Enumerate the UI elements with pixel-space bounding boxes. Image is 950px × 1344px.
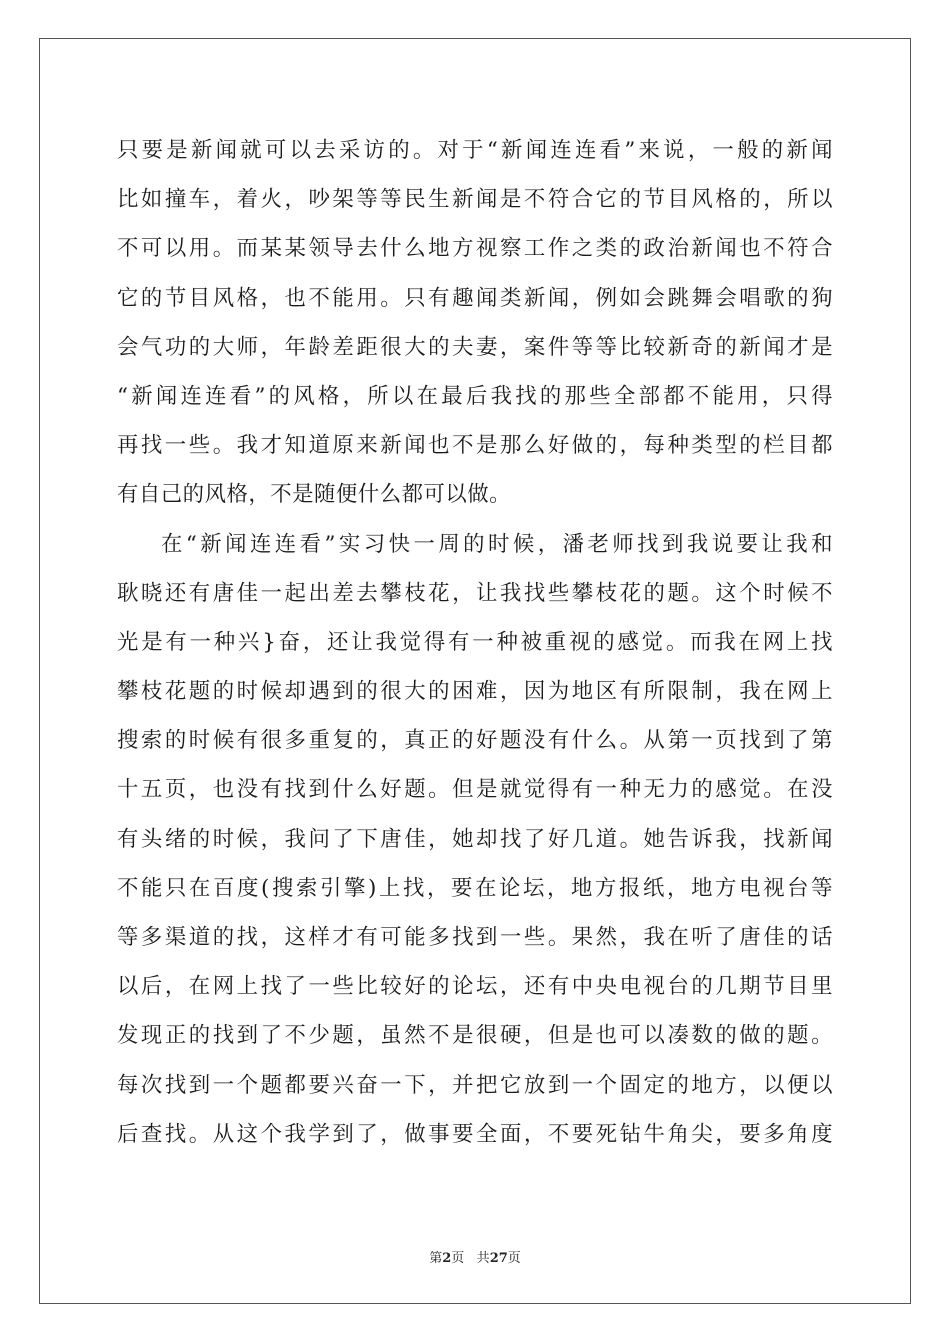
text-line: 发现正的找到了不少题，虽然不是很硬，但是也可以凑数的做的题。: [117, 1023, 833, 1049]
text-line: 十五页，也没有找到什么好题。但是就觉得有一种无力的感觉。在没: [117, 777, 833, 803]
footer-page-suffix: 页: [451, 1251, 465, 1266]
text-line: 它的节目风格，也不能用。只有趣闻类新闻，例如会跳舞会唱歌的狗: [117, 285, 833, 311]
footer-total-suffix: 页: [507, 1251, 521, 1266]
text-line: 耿晓还有唐佳一起出差去攀枝花，让我找些攀枝花的题。这个时候不: [117, 580, 833, 606]
text-line: 搜索的时候有很多重复的，真正的好题没有什么。从第一页找到了第: [117, 728, 833, 754]
total-pages-number: 27: [489, 1251, 508, 1266]
text-line: 在“新闻连连看”实习快一周的时候，潘老师找到我说要让我和: [161, 531, 833, 557]
page-footer: [0, 1247, 950, 1266]
text-line: 不可以用。而某某领导去什么地方视察工作之类的政治新闻也不符合: [117, 236, 833, 262]
text-line: 每次找到一个题都要兴奋一下，并把它放到一个固定的地方，以便以: [117, 1072, 833, 1098]
text-line: 等多渠道的找，这样才有可能多找到一些。果然，我在听了唐佳的话: [117, 925, 833, 950]
text-line: 攀枝花题的时候却遇到的很大的困难，因为地区有所限制，我在网上: [117, 679, 833, 705]
text-line: 比如撞车，着火，吵架等等民生新闻是不符合它的节目风格的，所以: [117, 187, 833, 213]
text-line: 后查找。从这个我学到了，做事要全面，不要死钻牛角尖，要多角度: [117, 1121, 833, 1147]
text-line: 会气功的大师，年龄差距很大的夫妻，案件等等比较新奇的新闻才是: [117, 334, 833, 360]
body-text: [117, 126, 833, 1159]
text-line: 再找一些。我才知道原来新闻也不是那么好做的，每种类型的栏目都: [117, 433, 833, 459]
text-line: 有头绪的时候，我问了下唐佳，她却找了好几道。她告诉我，找新闻: [117, 826, 833, 852]
text-line: 有自己的风格，不是随便什么都可以做。: [117, 482, 512, 508]
footer-total-prefix: 共: [476, 1251, 490, 1266]
text-line: 不能只在百度(搜索引擎)上找，要在论坛，地方报纸，地方电视台等: [117, 875, 833, 901]
text-line: 只要是新闻就可以去采访的。对于“新闻连连看”来说，一般的新闻: [117, 138, 833, 163]
footer-prefix: 第: [429, 1251, 443, 1266]
text-line: 以后，在网上找了一些比较好的论坛，还有中央电视台的几期节目里: [117, 974, 833, 1000]
text-line: 光是有一种兴}奋，还让我觉得有一种被重视的感觉。而我在网上找: [117, 629, 833, 655]
current-page-number: 2: [442, 1251, 452, 1266]
text-line: “新闻连连看”的风格，所以在最后我找的那些全部都不能用，只得: [117, 383, 833, 409]
